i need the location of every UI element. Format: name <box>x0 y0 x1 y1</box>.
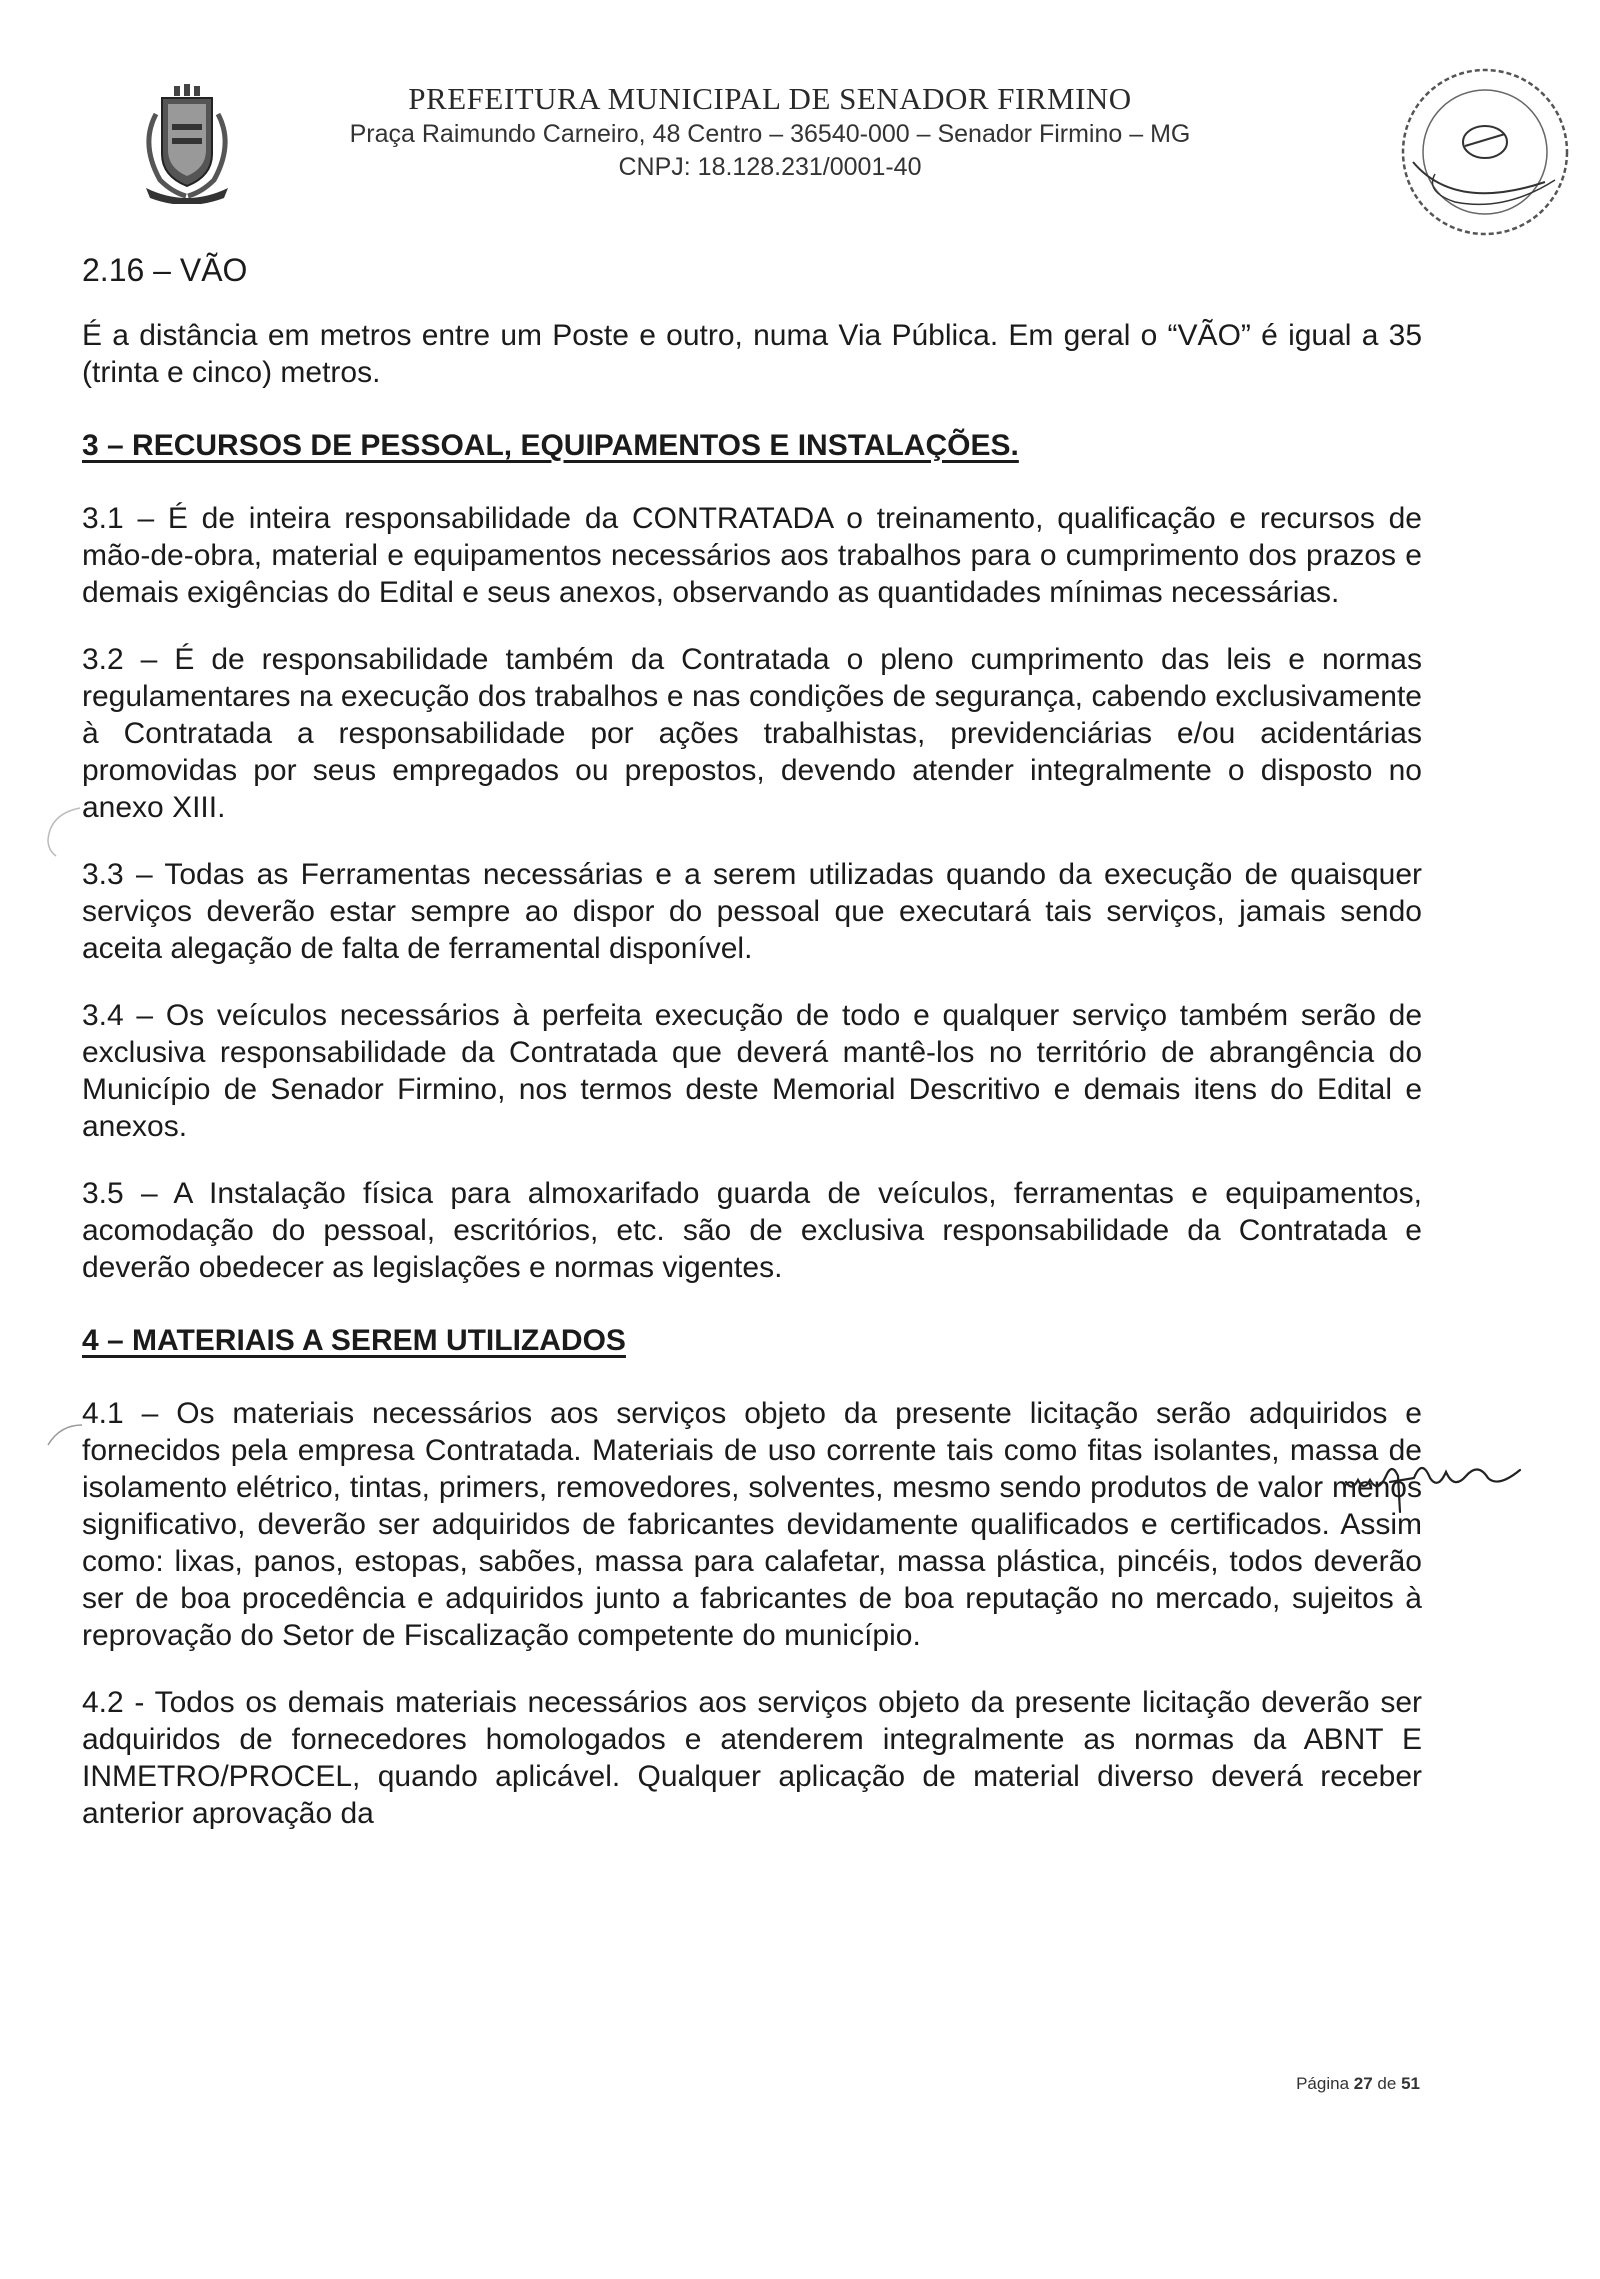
total-pages: 51 <box>1401 2074 1420 2093</box>
section-title-4: 4 – MATERIAIS A SEREM UTILIZADOS <box>82 1324 626 1357</box>
page-label: Página <box>1296 2074 1350 2093</box>
paragraph-3-5: 3.5 – A Instalação física para almoxarifado guarda de veículos, ferramentas e equipamentos, acomodação do pessoal, escritórios, etc. são de exclusiva responsabilidade da Contratada e deverão obedecer as legislações e normas vigentes. <box>82 1177 1422 1284</box>
letterhead <box>330 80 1210 184</box>
paragraph-4-1: 4.1 – Os materiais necessários aos serviços objeto da presente licitação serão adquiridos e fornecidos pela empresa Contratada. Materiais de uso corrente tais como fitas isolantes, massa de isolamento elétrico, tintas, primers, removedores, solventes, mesmo sendo produtos de valor menos significativo, deverão ser adquiridos de fabricantes devidamente qualificados e certificados. Assim como: lixas, panos, estopas, sabões, massa para calafetar, massa plástica, pincéis, todos deverão ser de boa procedência e adquiridos junto a fabricantes de boa reputação no mercado, sujeitos à reprovação do Setor de Fiscalização competente do município. <box>82 1397 1422 1652</box>
letterhead-cnpj: CNPJ: 18.128.231/0001-40 <box>618 153 922 181</box>
commission-stamp-icon <box>1395 62 1575 242</box>
paragraph-3-4: 3.4 – Os veículos necessários à perfeita execução de todo e qualquer serviço também serão de exclusiva responsabilidade da Contratada que deverá mantê-los no território de abrangência do Município de Senador Firmino, nos termos deste Memorial Descritivo e demais itens do Edital e anexos. <box>82 999 1422 1143</box>
margin-mark-icon <box>30 1415 90 1455</box>
paragraph-3-3: 3.3 – Todas as Ferramentas necessárias e a serem utilizadas quando da execução de quaisquer serviços deverão estar sempre ao dispor do pessoal que executará tais serviços, jamais sendo aceita alegação de falta de ferramental disponível. <box>82 858 1422 965</box>
municipal-coat-of-arms-icon <box>126 84 242 204</box>
section-title-2-16: 2.16 – VÃO <box>82 252 248 288</box>
letterhead-address: Praça Raimundo Carneiro, 48 Centro – 36540-000 – Senador Firmino – MG <box>349 120 1191 148</box>
paragraph-2-16: É a distância em metros entre um Poste e outro, numa Via Pública. Em geral o “VÃO” é igual a 35 (trinta e cinco) metros. <box>82 319 1422 389</box>
page-number <box>1270 2074 1420 2094</box>
section-title-3: 3 – RECURSOS DE PESSOAL, EQUIPAMENTOS E INSTALAÇÕES. <box>82 429 1019 462</box>
paragraph-4-2: 4.2 - Todos os demais materiais necessários aos serviços objeto da presente licitação deverão ser adquiridos de fornecedores homologados e atenderem integralmente as normas da ABNT E INMETRO/PROCEL, quando aplicável. Qualquer aplicação de material diverso deverá receber anterior aprovação da <box>82 1686 1422 1830</box>
handwritten-signature-icon <box>1338 1432 1528 1527</box>
of-label: de <box>1377 2074 1397 2093</box>
current-page: 27 <box>1353 2074 1373 2093</box>
letterhead-title: PREFEITURA MUNICIPAL DE SENADOR FIRMINO <box>408 81 1132 116</box>
document-body <box>82 238 1422 1832</box>
paragraph-3-2: 3.2 – É de responsabilidade também da Contratada o pleno cumprimento das leis e normas regulamentares na execução dos trabalhos e nas condições de segurança, cabendo exclusivamente à Contratada a responsabilidade por ações trabalhistas, previdenciárias e/ou acidentárias promovidas por seus empregados ou prepostos, devendo atender integralmente o disposto no anexo XIII. <box>82 643 1422 824</box>
paragraph-3-1: 3.1 – É de inteira responsabilidade da CONTRATADA o treinamento, qualificação e recursos de mão-de-obra, material e equipamentos necessários aos trabalhos para o cumprimento dos prazos e demais exigências do Edital e seus anexos, observando as quantidades mínimas necessárias. <box>82 502 1422 609</box>
margin-mark-icon <box>30 800 90 860</box>
